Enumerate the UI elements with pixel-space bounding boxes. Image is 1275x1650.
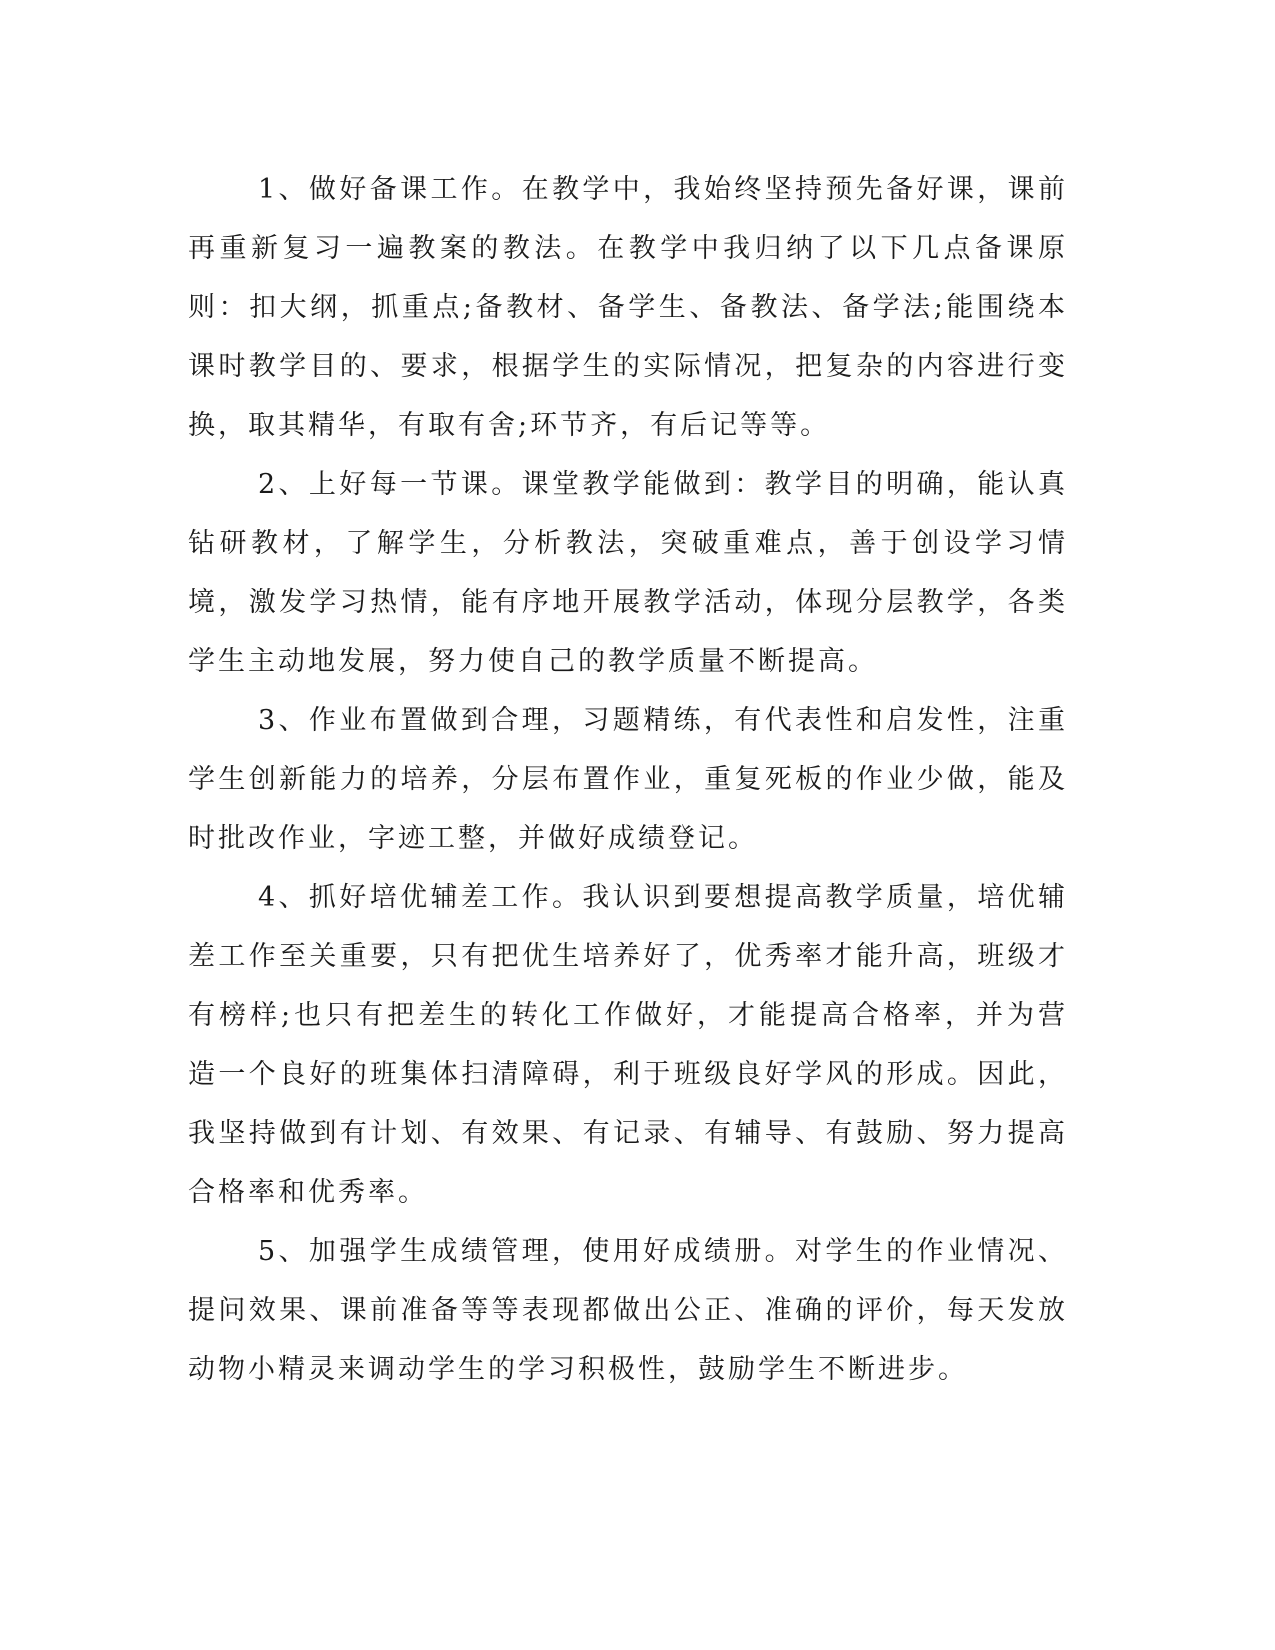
paragraph-lesson-preparation: 1、做好备课工作。在教学中，我始终坚持预先备好课，课前再重新复习一遍教案的教法。在教学中我归纳了以下几点备课原则：扣大纲，抓重点;备教材、备学生、备教法、备学法;能围绕本课时教学目的、要求，根据学生的实际情况，把复杂的内容进行变换，取其精华，有取有舍;环节齐，有后记等等。 bbox=[188, 174, 1068, 441]
paragraph-tutoring: 4、抓好培优辅差工作。我认识到要想提高教学质量，培优辅差工作至关重要，只有把优生培养好了，优秀率才能升高，班级才有榜样;也只有把差生的转化工作做好，才能提高合格率，并为营造一个良好的班集体扫清障碍，利于班级良好学风的形成。因此，我坚持做到有计划、有效果、有记录、有辅导、有鼓励、努力提高合格率和优秀率。 bbox=[188, 882, 1068, 1208]
document-body bbox=[188, 160, 1068, 1399]
paragraph-homework: 3、作业布置做到合理，习题精练，有代表性和启发性，注重学生创新能力的培养，分层布置作业，重复死板的作业少做，能及时批改作业，字迹工整，并做好成绩登记。 bbox=[188, 705, 1068, 854]
paragraph-classroom-teaching: 2、上好每一节课。课堂教学能做到：教学目的明确，能认真钻研教材，了解学生，分析教法，突破重难点，善于创设学习情境，激发学习热情，能有序地开展教学活动，体现分层教学，各类学生主动地发展，努力使自己的教学质量不断提高。 bbox=[188, 469, 1068, 677]
paragraph-grade-management: 5、加强学生成绩管理，使用好成绩册。对学生的作业情况、提问效果、课前准备等等表现都做出公正、准确的评价，每天发放动物小精灵来调动学生的学习积极性，鼓励学生不断进步。 bbox=[188, 1236, 1068, 1385]
